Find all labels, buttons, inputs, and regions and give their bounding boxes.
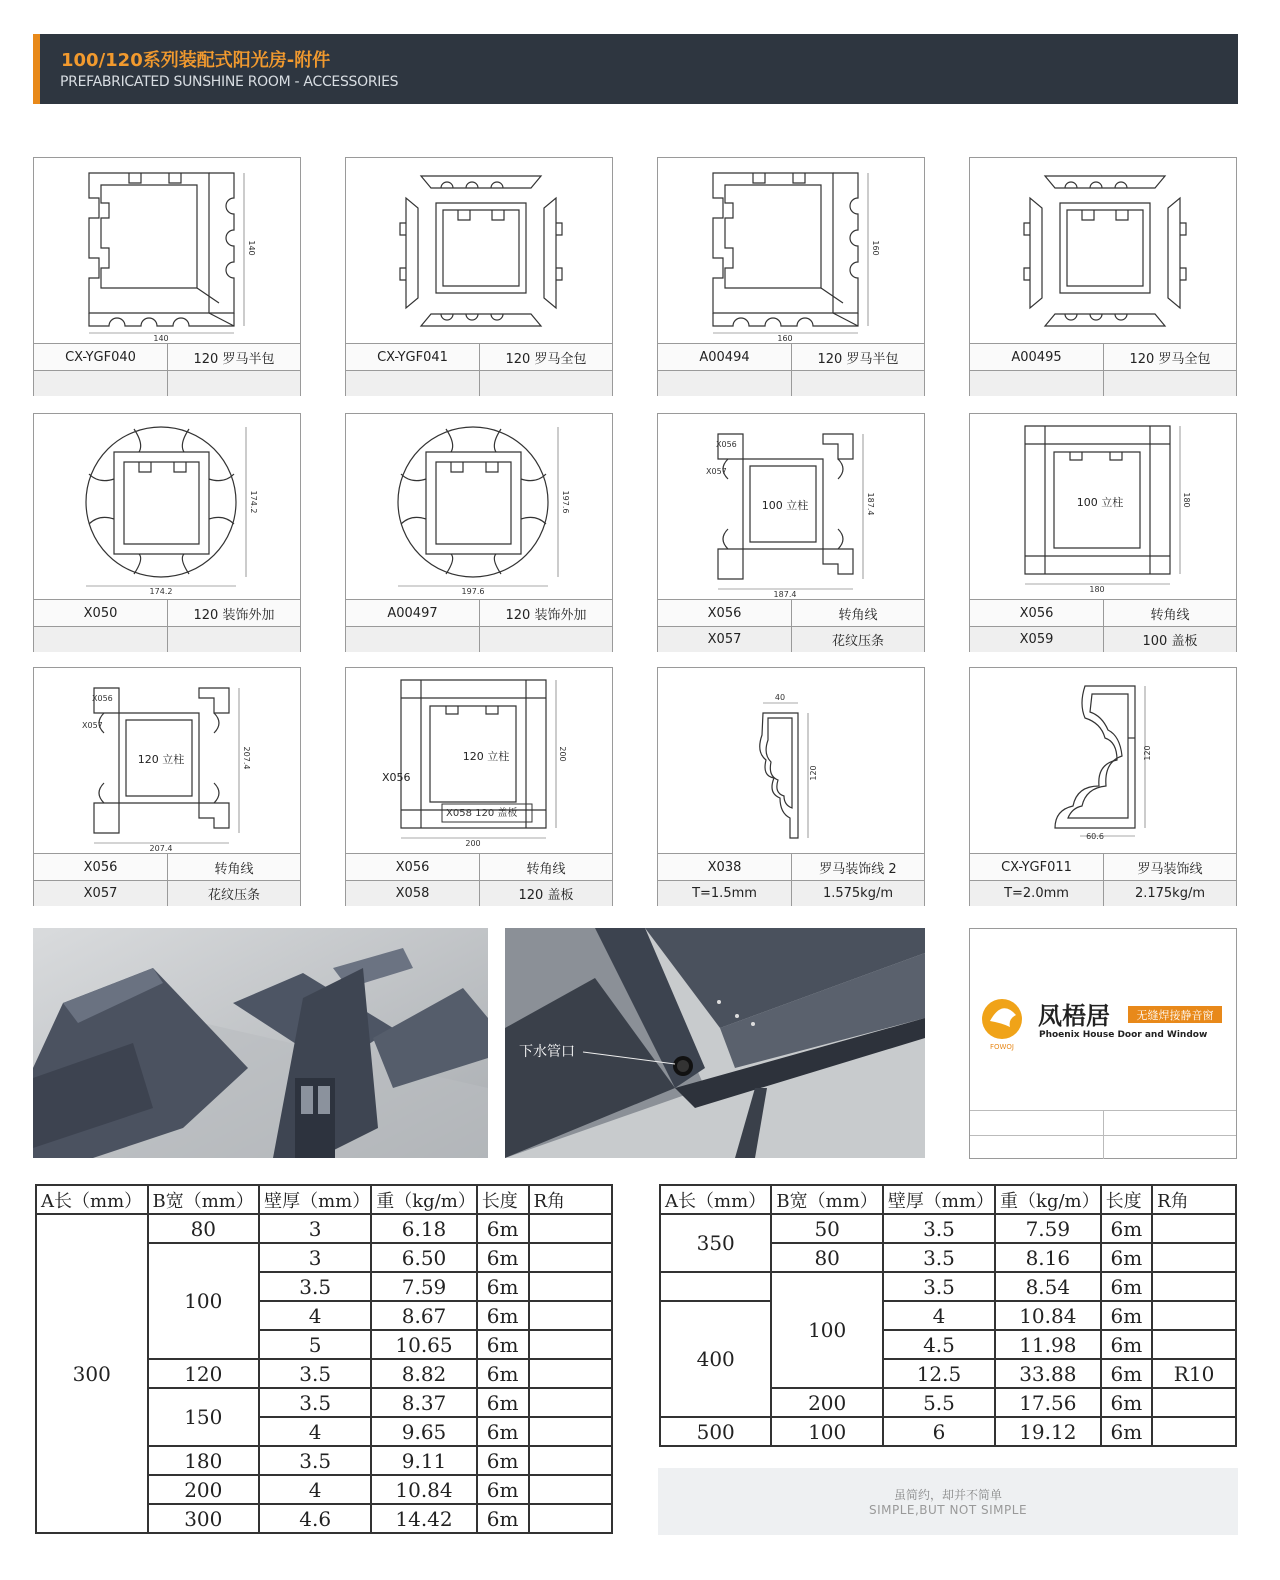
width-b-cell: 200 bbox=[148, 1475, 260, 1504]
length-cell: 6m bbox=[477, 1475, 529, 1504]
weight-cell: 8.16 bbox=[995, 1243, 1101, 1272]
profile-info-row bbox=[346, 880, 612, 906]
slogan-box bbox=[658, 1468, 1238, 1535]
length-cell: 6m bbox=[477, 1301, 529, 1330]
thickness-cell: 3.5 bbox=[883, 1272, 995, 1301]
thickness-cell: 3 bbox=[259, 1214, 371, 1243]
profile-info-row bbox=[658, 370, 924, 396]
table-header: B宽（mm） bbox=[148, 1185, 260, 1214]
length-cell: 6m bbox=[477, 1243, 529, 1272]
profile-description: 120 装饰外加 bbox=[167, 600, 300, 626]
weight-cell: 14.42 bbox=[371, 1504, 477, 1533]
length-cell: 6m bbox=[1101, 1214, 1153, 1243]
dimension-label: 200 bbox=[465, 839, 481, 848]
length-a-cell: 400 bbox=[660, 1301, 771, 1417]
slogan-english: SIMPLE,BUT NOT SIMPLE bbox=[868, 1503, 1028, 1517]
profile-drawing bbox=[346, 158, 612, 343]
profile-card bbox=[969, 157, 1237, 396]
profile-info-rows bbox=[970, 343, 1236, 395]
weight-cell: 19.12 bbox=[995, 1417, 1101, 1446]
radius-cell bbox=[529, 1475, 613, 1504]
profile-card bbox=[657, 667, 925, 906]
brand-name: 凤梧居 bbox=[1038, 1002, 1110, 1030]
profile-info-row bbox=[346, 600, 612, 626]
drain-corner-photo bbox=[505, 928, 925, 1158]
profile-card bbox=[345, 667, 613, 906]
width-b-cell: 300 bbox=[148, 1504, 260, 1533]
dimension-label: 160 bbox=[871, 240, 880, 256]
profile-info-row bbox=[658, 854, 924, 880]
profile-description: 120 罗马半包 bbox=[167, 344, 300, 370]
post-corner-profile-icon bbox=[658, 414, 924, 599]
radius-cell bbox=[529, 1417, 613, 1446]
profile-code bbox=[658, 371, 791, 396]
roman-full-profile-icon bbox=[346, 158, 612, 343]
width-b-cell: 180 bbox=[148, 1446, 260, 1475]
thickness-cell: 3.5 bbox=[883, 1243, 995, 1272]
profile-description bbox=[167, 371, 300, 396]
thickness-cell: 12.5 bbox=[883, 1359, 995, 1388]
dimension-label: X057 bbox=[82, 721, 103, 730]
length-cell: 6m bbox=[477, 1272, 529, 1301]
brand-card bbox=[969, 928, 1237, 1159]
dimension-label: X056 bbox=[716, 440, 737, 449]
profile-info-row bbox=[970, 344, 1236, 370]
weight-cell: 33.88 bbox=[995, 1359, 1101, 1388]
radius-cell bbox=[1152, 1388, 1236, 1417]
weight-cell: 8.82 bbox=[371, 1359, 477, 1388]
dimension-label: 40 bbox=[774, 693, 786, 702]
thickness-cell: 4 bbox=[259, 1475, 371, 1504]
width-b-cell: 100 bbox=[771, 1417, 882, 1446]
profile-description: 转角线 bbox=[167, 854, 300, 880]
profile-info-row bbox=[658, 600, 924, 626]
table-header: R角 bbox=[1152, 1185, 1236, 1214]
profile-info-row bbox=[658, 626, 924, 652]
profile-code: X056 bbox=[707, 605, 742, 621]
weight-cell: 9.65 bbox=[371, 1417, 477, 1446]
profile-code: X056 bbox=[395, 859, 430, 875]
brand-logo bbox=[970, 929, 1236, 1112]
weight-cell: 10.84 bbox=[995, 1301, 1101, 1330]
profile-code: X056 bbox=[1019, 605, 1054, 621]
profile-drawing bbox=[346, 668, 612, 853]
header-accent-bar bbox=[33, 34, 40, 104]
length-cell: 6m bbox=[1101, 1301, 1153, 1330]
table-row bbox=[660, 1417, 1236, 1446]
thickness-cell: 3.5 bbox=[259, 1272, 371, 1301]
length-cell: 6m bbox=[1101, 1359, 1153, 1388]
spec-table-left bbox=[35, 1184, 613, 1534]
width-b-cell: 120 bbox=[148, 1359, 260, 1388]
dimension-label: 180 bbox=[1182, 492, 1191, 508]
profile-description bbox=[479, 627, 612, 652]
profile-code: X050 bbox=[83, 605, 118, 621]
product-photo-posts bbox=[33, 928, 488, 1158]
profile-code: A00497 bbox=[387, 605, 438, 621]
profile-description: 120 罗马全包 bbox=[479, 344, 612, 370]
length-cell: 6m bbox=[1101, 1243, 1153, 1272]
dimension-label: 207.4 bbox=[149, 844, 173, 853]
dimension-label: 174.2 bbox=[249, 490, 258, 514]
weight-cell: 10.65 bbox=[371, 1330, 477, 1359]
profile-info-row bbox=[346, 344, 612, 370]
profile-description: 120 装饰外加 bbox=[479, 600, 612, 626]
profile-code: X057 bbox=[707, 632, 742, 647]
profile-description: 转角线 bbox=[479, 854, 612, 880]
length-cell: 6m bbox=[477, 1330, 529, 1359]
decorative-round-profile-icon bbox=[346, 414, 612, 599]
brand-english: Phoenix House Door and Window bbox=[1039, 1030, 1208, 1040]
dimension-label: 180 bbox=[1089, 585, 1105, 594]
thickness-cell: 5 bbox=[259, 1330, 371, 1359]
dimension-label: 120 立柱 bbox=[137, 753, 185, 766]
radius-cell bbox=[1152, 1330, 1236, 1359]
profile-card bbox=[33, 157, 301, 396]
profile-code: X057 bbox=[83, 886, 118, 901]
profile-info-rows bbox=[658, 853, 924, 905]
profile-drawing bbox=[658, 668, 924, 853]
length-cell: 6m bbox=[477, 1359, 529, 1388]
profile-code: X056 bbox=[83, 859, 118, 875]
table-row bbox=[660, 1272, 1236, 1301]
profile-info-rows bbox=[34, 599, 300, 651]
profile-info-row bbox=[346, 370, 612, 396]
thickness-cell: 4 bbox=[259, 1417, 371, 1446]
length-a-cell: 300 bbox=[36, 1214, 148, 1533]
length-cell: 6m bbox=[1101, 1417, 1153, 1446]
profile-description bbox=[1103, 371, 1236, 396]
profile-card bbox=[345, 413, 613, 652]
thickness-cell: 3.5 bbox=[883, 1214, 995, 1243]
profile-description: 1.575kg/m bbox=[791, 881, 924, 906]
profile-info-row bbox=[34, 370, 300, 396]
profile-description: 花纹压条 bbox=[167, 881, 300, 906]
dimension-label: 120 立柱 bbox=[462, 750, 510, 763]
width-b-cell: 200 bbox=[771, 1388, 882, 1417]
weight-cell: 10.84 bbox=[371, 1475, 477, 1504]
width-b-cell: 150 bbox=[148, 1388, 260, 1446]
profile-code: X038 bbox=[707, 859, 742, 875]
radius-cell bbox=[529, 1388, 613, 1417]
profile-info-rows bbox=[346, 343, 612, 395]
dimension-label: X056 bbox=[382, 771, 411, 784]
dimension-label: 160 bbox=[777, 334, 793, 343]
profile-info-row bbox=[970, 600, 1236, 626]
profile-description: 花纹压条 bbox=[791, 627, 924, 652]
aluminum-posts-photo bbox=[33, 928, 488, 1158]
table-header: R角 bbox=[529, 1185, 613, 1214]
weight-cell: 11.98 bbox=[995, 1330, 1101, 1359]
thickness-cell: 4 bbox=[883, 1301, 995, 1330]
dimension-label: 140 bbox=[247, 240, 256, 256]
profile-info-rows bbox=[658, 599, 924, 651]
profile-code bbox=[970, 371, 1103, 396]
profile-card bbox=[969, 667, 1237, 906]
length-a-cell: 350 bbox=[660, 1214, 771, 1272]
profile-drawing bbox=[346, 414, 612, 599]
table-row bbox=[660, 1214, 1236, 1243]
radius-cell bbox=[529, 1359, 613, 1388]
length-a-cell bbox=[660, 1272, 771, 1301]
dimension-label: 197.6 bbox=[461, 587, 485, 596]
table-header: 壁厚（mm） bbox=[259, 1185, 371, 1214]
dimension-label: 174.2 bbox=[149, 587, 173, 596]
dimension-label: 200 bbox=[558, 746, 567, 762]
profile-card bbox=[33, 413, 301, 652]
profile-code: X058 bbox=[395, 886, 430, 901]
profile-description: 2.175kg/m bbox=[1103, 881, 1236, 906]
dimension-label: 187.4 bbox=[866, 492, 875, 516]
profile-info-rows bbox=[346, 599, 612, 651]
length-cell: 6m bbox=[1101, 1330, 1153, 1359]
profile-info-row bbox=[346, 626, 612, 652]
radius-cell bbox=[529, 1504, 613, 1533]
post-corner-profile-icon bbox=[34, 668, 300, 853]
profile-description: 罗马装饰线 bbox=[1103, 854, 1236, 880]
brand-badge: 无缝焊接静音窗 bbox=[1136, 1009, 1214, 1022]
radius-cell bbox=[1152, 1301, 1236, 1330]
brand-empty-rows bbox=[970, 1110, 1236, 1158]
profile-code: CX-YGF011 bbox=[1001, 859, 1072, 875]
length-cell: 6m bbox=[477, 1214, 529, 1243]
radius-cell bbox=[1152, 1417, 1236, 1446]
profile-drawing bbox=[970, 668, 1236, 853]
weight-cell: 17.56 bbox=[995, 1388, 1101, 1417]
profile-code: X059 bbox=[1019, 632, 1054, 647]
weight-cell: 6.50 bbox=[371, 1243, 477, 1272]
table-header: A长（mm） bbox=[660, 1185, 771, 1214]
weight-cell: 7.59 bbox=[371, 1272, 477, 1301]
profile-description: 120 罗马半包 bbox=[791, 344, 924, 370]
profile-description bbox=[167, 627, 300, 652]
profile-info-row bbox=[970, 854, 1236, 880]
radius-cell bbox=[529, 1301, 613, 1330]
profile-info-rows bbox=[970, 599, 1236, 651]
profile-description: 转角线 bbox=[791, 600, 924, 626]
profile-card bbox=[33, 667, 301, 906]
roman-trim-profile-icon bbox=[970, 668, 1236, 853]
dimension-label: X058 120 盖板 bbox=[446, 808, 518, 819]
profile-card bbox=[657, 413, 925, 652]
width-b-cell: 80 bbox=[771, 1243, 882, 1272]
length-cell: 6m bbox=[1101, 1388, 1153, 1417]
roman-full-profile-icon bbox=[970, 158, 1236, 343]
profile-drawing bbox=[34, 158, 300, 343]
length-a-cell: 500 bbox=[660, 1417, 771, 1446]
table-header: 重（kg/m） bbox=[371, 1185, 477, 1214]
weight-cell: 9.11 bbox=[371, 1446, 477, 1475]
dimension-label: X056 bbox=[92, 694, 113, 703]
thickness-cell: 4 bbox=[259, 1301, 371, 1330]
profile-info-row bbox=[346, 854, 612, 880]
profile-drawing bbox=[658, 414, 924, 599]
table-header: 壁厚（mm） bbox=[883, 1185, 995, 1214]
length-cell: 6m bbox=[477, 1446, 529, 1475]
table-header: 重（kg/m） bbox=[995, 1185, 1101, 1214]
post-cover-profile-icon bbox=[346, 668, 612, 853]
drain-label: 下水管口 bbox=[519, 1044, 575, 1060]
table-header: A长（mm） bbox=[36, 1185, 148, 1214]
profile-info-rows bbox=[346, 853, 612, 905]
profile-card bbox=[345, 157, 613, 396]
spec-table-right bbox=[659, 1184, 1237, 1447]
profile-drawing bbox=[34, 414, 300, 599]
profile-description: 100 盖板 bbox=[1103, 627, 1236, 652]
table-header: B宽（mm） bbox=[771, 1185, 882, 1214]
post-cover-profile-icon bbox=[970, 414, 1236, 599]
profile-drawing bbox=[34, 668, 300, 853]
profile-info-row bbox=[970, 626, 1236, 652]
radius-cell bbox=[529, 1272, 613, 1301]
page-subtitle: PREFABRICATED SUNSHINE ROOM - ACCESSORIES bbox=[60, 74, 399, 90]
dimension-label: 60.6 bbox=[1086, 832, 1104, 841]
page-title: 100/120系列装配式阳光房-附件 bbox=[61, 50, 331, 71]
dimension-label: 187.4 bbox=[773, 590, 797, 599]
radius-cell bbox=[529, 1330, 613, 1359]
decorative-round-profile-icon bbox=[34, 414, 300, 599]
profile-description: 罗马装饰线 2 bbox=[791, 854, 924, 880]
profile-info-rows bbox=[970, 853, 1236, 905]
width-b-cell: 100 bbox=[148, 1243, 260, 1359]
thickness-cell: 4.5 bbox=[883, 1330, 995, 1359]
profile-code: T=2.0mm bbox=[1004, 886, 1069, 901]
width-b-cell: 50 bbox=[771, 1214, 882, 1243]
profile-description bbox=[479, 371, 612, 396]
dimension-label: 100 立柱 bbox=[761, 499, 809, 512]
profile-code bbox=[346, 371, 479, 396]
table-header: 长度 bbox=[477, 1185, 529, 1214]
dimension-label: 207.4 bbox=[242, 746, 251, 770]
profile-info-row bbox=[970, 880, 1236, 906]
product-photo-drain bbox=[505, 928, 925, 1158]
thickness-cell: 3 bbox=[259, 1243, 371, 1272]
radius-cell bbox=[1152, 1243, 1236, 1272]
profile-code: A00494 bbox=[699, 349, 750, 365]
radius-cell: R10 bbox=[1152, 1359, 1236, 1388]
profile-code bbox=[346, 627, 479, 652]
radius-cell bbox=[529, 1243, 613, 1272]
profile-info-rows bbox=[34, 343, 300, 395]
radius-cell bbox=[1152, 1272, 1236, 1301]
profile-info-row bbox=[34, 344, 300, 370]
table-row bbox=[36, 1214, 612, 1243]
profile-info-row bbox=[34, 880, 300, 906]
slogan-chinese: 虽简约，却并不简单 bbox=[893, 1488, 1002, 1502]
profile-info-row bbox=[970, 370, 1236, 396]
profile-card bbox=[969, 413, 1237, 652]
thickness-cell: 4.6 bbox=[259, 1504, 371, 1533]
roman-half-profile-icon bbox=[658, 158, 924, 343]
weight-cell: 8.54 bbox=[995, 1272, 1101, 1301]
dimension-label: 120 bbox=[809, 765, 818, 781]
profile-description: 转角线 bbox=[1103, 600, 1236, 626]
thickness-cell: 3.5 bbox=[259, 1388, 371, 1417]
width-b-cell: 80 bbox=[148, 1214, 260, 1243]
profile-code bbox=[34, 627, 167, 652]
profile-info-row bbox=[34, 626, 300, 652]
page-header bbox=[33, 34, 1238, 104]
profile-info-row bbox=[34, 600, 300, 626]
profile-code bbox=[34, 371, 167, 396]
radius-cell bbox=[529, 1214, 613, 1243]
weight-cell: 8.37 bbox=[371, 1388, 477, 1417]
length-cell: 6m bbox=[477, 1417, 529, 1446]
table-row bbox=[660, 1301, 1236, 1330]
dimension-label: 197.6 bbox=[561, 490, 570, 514]
thickness-cell: 5.5 bbox=[883, 1388, 995, 1417]
profile-code: T=1.5mm bbox=[692, 886, 757, 901]
radius-cell bbox=[529, 1446, 613, 1475]
profile-code: CX-YGF040 bbox=[65, 349, 136, 365]
profile-card bbox=[657, 157, 925, 396]
profile-drawing bbox=[658, 158, 924, 343]
profile-info-row bbox=[34, 854, 300, 880]
profile-drawing bbox=[970, 414, 1236, 599]
thickness-cell: 6 bbox=[883, 1417, 995, 1446]
profile-description bbox=[791, 371, 924, 396]
profile-description: 120 盖板 bbox=[479, 881, 612, 906]
radius-cell bbox=[1152, 1214, 1236, 1243]
weight-cell: 7.59 bbox=[995, 1214, 1101, 1243]
length-cell: 6m bbox=[477, 1388, 529, 1417]
length-cell: 6m bbox=[1101, 1272, 1153, 1301]
table-header: 长度 bbox=[1101, 1185, 1153, 1214]
profile-code: CX-YGF041 bbox=[377, 349, 448, 365]
roman-half-profile-icon bbox=[34, 158, 300, 343]
profile-drawing bbox=[970, 158, 1236, 343]
profile-info-row bbox=[658, 344, 924, 370]
profile-code: A00495 bbox=[1011, 349, 1062, 365]
dimension-label: 140 bbox=[153, 334, 169, 343]
length-cell: 6m bbox=[477, 1504, 529, 1533]
thickness-cell: 3.5 bbox=[259, 1359, 371, 1388]
profile-info-rows bbox=[658, 343, 924, 395]
weight-cell: 6.18 bbox=[371, 1214, 477, 1243]
dimension-label: 120 bbox=[1143, 745, 1152, 761]
dimension-label: 100 立柱 bbox=[1076, 496, 1124, 509]
roman-trim-profile-icon bbox=[658, 668, 924, 853]
dimension-label: X057 bbox=[706, 467, 727, 476]
profile-description: 120 罗马全包 bbox=[1103, 344, 1236, 370]
width-b-cell: 100 bbox=[771, 1272, 882, 1388]
weight-cell: 8.67 bbox=[371, 1301, 477, 1330]
profile-info-rows bbox=[34, 853, 300, 905]
profile-info-row bbox=[658, 880, 924, 906]
logo-text: FOWOJ bbox=[989, 1043, 1015, 1051]
thickness-cell: 3.5 bbox=[259, 1446, 371, 1475]
